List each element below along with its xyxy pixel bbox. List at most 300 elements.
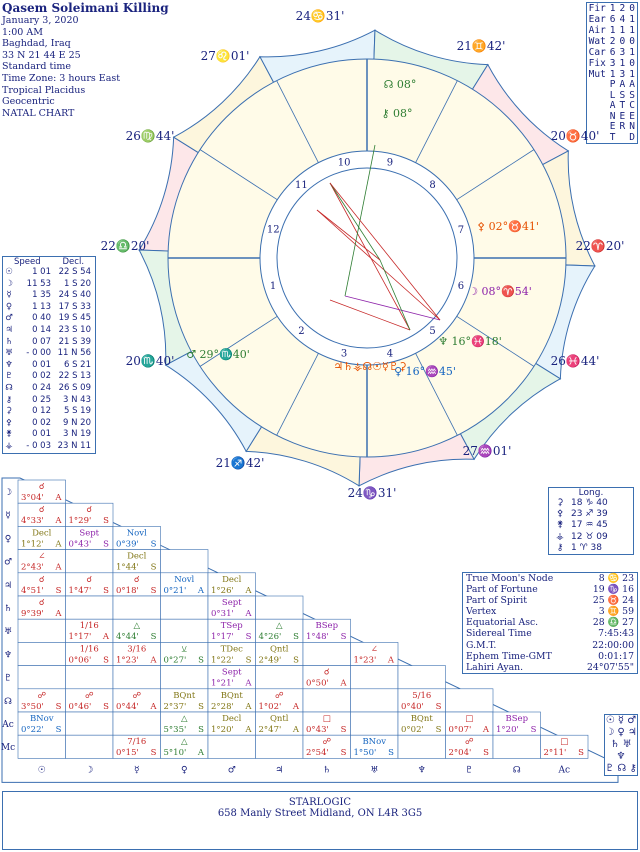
aspect-circle [277, 168, 457, 348]
grid-column-glyph: Ac [558, 765, 571, 776]
planet-glyph: ♄ [5, 336, 13, 347]
chart-info-line: Standard time [2, 61, 71, 73]
point-value: 8 ♋ 23 [598, 573, 634, 584]
planet-position-label: ⚷ 08° [381, 107, 413, 120]
aspect-type: A [55, 539, 62, 550]
chart-info-line: 33 N 21 44 E 25 [2, 49, 81, 61]
grid-row-glyph: ♇ [3, 673, 13, 684]
cusp-degree-label: 24♋31' [295, 9, 345, 23]
planet-declination: 23 N 11 [57, 440, 91, 451]
point-row [463, 595, 637, 606]
aspect-type: A [245, 701, 252, 712]
aspect-orb: 0°06' [68, 655, 92, 666]
aspect-orb: 2°37' [163, 701, 187, 712]
aspect-symbol: 3/16 [127, 644, 147, 655]
planet-declination: 26 S 09 [58, 382, 91, 393]
point-row [463, 617, 637, 628]
point-row [463, 573, 637, 584]
aspect-orb: 0°39' [116, 539, 139, 550]
cusp-degree-label: 24♑31' [347, 486, 397, 500]
grid-row-glyph: ☊ [4, 696, 12, 707]
planet-glyph: ♅ [5, 348, 13, 359]
aspect-orb: 2°47' [258, 725, 282, 735]
grid-row-glyph: ♆ [3, 650, 13, 661]
point-value: 3 ♊ 59 [598, 606, 634, 618]
aspect-orb: 3°50' [21, 701, 44, 712]
column-letter: P [609, 79, 616, 90]
planet-glyph: ⚷ [5, 394, 13, 405]
aspect-symbol: ☍ [132, 690, 142, 701]
column-letter: E [629, 110, 635, 122]
house-number: 11 [295, 180, 308, 192]
aspect-orb: 0°07' [448, 725, 472, 735]
cusp-degree-label: 26♍44' [125, 129, 175, 143]
aspect-symbol: BSep [505, 714, 529, 724]
aspect-type: S [198, 725, 204, 735]
aspect-orb: 4°51' [21, 585, 44, 596]
column-letter: S [619, 89, 626, 101]
grid-column-glyph: ☊ [512, 765, 521, 776]
grid-row-glyph: ♄ [3, 604, 13, 614]
aspect-symbol: ☍ [274, 690, 284, 701]
planet-glyph: ♀ [5, 301, 13, 312]
chart-info-line: NATAL CHART [2, 107, 75, 119]
element-label: Wat [588, 36, 606, 47]
element-count: 2 [619, 3, 626, 14]
cusp-degree-label: 27♌01' [200, 49, 250, 63]
house-number: 8 [429, 180, 436, 192]
aspect-type: S [340, 748, 347, 759]
planet-declination: 21 S 39 [58, 336, 91, 347]
aspect-grid-cell [18, 666, 66, 689]
grid-row-glyph: ☿ [5, 511, 11, 522]
aspect-symbol: 7/16 [127, 737, 147, 748]
asteroid-longitude: 23 ♐ 39 [571, 509, 608, 520]
aspect-type: A [55, 493, 62, 503]
planet-speed: - 0 03 [26, 440, 51, 451]
aspect-orb: 1°12' [21, 539, 44, 550]
aspect-orb: 0°50' [306, 678, 329, 689]
house-number: 5 [429, 325, 436, 337]
aspect-symbol: Sept [79, 528, 100, 539]
aspect-symbol: Sept [221, 667, 242, 678]
aspect-type: A [292, 725, 299, 735]
aspect-orb: 1°50' [353, 748, 377, 759]
element-count: 6 [609, 47, 616, 58]
aspect-symbol: △ [133, 621, 141, 632]
grid-column-glyph: ♀ [180, 765, 188, 776]
aspect-symbol: ☌ [86, 505, 93, 516]
asteroid-glyph: ⚷ [556, 542, 564, 553]
house-number: 10 [337, 157, 351, 169]
element-count: 4 [619, 14, 626, 25]
aspect-type: S [245, 632, 252, 643]
point-value: 25 ♉ 24 [592, 595, 634, 607]
aspect-orb: 0°18' [116, 585, 139, 596]
element-count: 3 [609, 58, 616, 69]
element-count: 1 [629, 69, 635, 80]
aspect-type: A [245, 678, 252, 689]
grid-row-glyph: ♅ [3, 627, 13, 638]
aspect-type: S [55, 585, 62, 596]
aspect-orb: 0°22' [21, 725, 44, 735]
asteroid-longitude: 1 ♈ 38 [571, 542, 602, 553]
cusp-degree-label: 22♎20' [100, 239, 150, 253]
aspect-type: S [198, 655, 204, 666]
point-name: True Moon's Node [466, 573, 554, 584]
aspect-orb: 0°40' [401, 701, 424, 712]
grid-row-glyph: ☽ [3, 488, 13, 498]
aspect-type: S [150, 539, 157, 550]
aspect-grid-cell [161, 619, 209, 642]
point-value: 0:01:17 [598, 650, 634, 662]
cusp-degree-label: 21♊42' [456, 39, 506, 53]
chart-info-line: January 3, 2020 [2, 15, 79, 26]
element-count: 3 [619, 47, 626, 58]
aspect-grid-cell [303, 642, 351, 665]
element-label: Air [588, 25, 606, 36]
point-name: Ephem Time-GMT [466, 650, 552, 662]
aspect-symbol: Sept [221, 598, 242, 608]
point-name: Equatorial Asc. [466, 617, 539, 629]
aspect-orb: 1°20' [496, 725, 519, 735]
longitude-row [549, 520, 633, 531]
longitude-row [549, 543, 633, 554]
aspect-symbol: BQnt [220, 690, 243, 701]
aspect-symbol: Decl [222, 714, 242, 724]
aspect-grid-cell [18, 619, 66, 642]
point-row [463, 651, 637, 662]
aspect-symbol: △ [180, 714, 188, 724]
aspect-orb: 1°17' [211, 632, 234, 643]
aspect-grid-cell [66, 712, 114, 735]
aspect-grid-cell [256, 666, 304, 689]
aspect-symbol: ∠ [38, 551, 46, 562]
point-name: Lahiri Ayan. [466, 661, 524, 673]
column-letter: E [609, 121, 616, 132]
planet-speed: 11 53 [26, 278, 51, 289]
aspect-type: A [482, 725, 489, 735]
point-row [463, 640, 637, 651]
grid-column-glyph: ☽ [85, 765, 94, 776]
speed-header: Speed [13, 257, 41, 267]
aspect-type: S [578, 748, 584, 759]
aspect-orb: 3°04' [21, 493, 44, 503]
aspect-symbol: TSep [220, 621, 243, 632]
aspect-symbol: BNov [362, 737, 387, 748]
chart-info-line: Tropical Placidus [2, 84, 86, 96]
aspect-orb: 4°26' [258, 632, 282, 643]
column-letter: N [629, 121, 635, 132]
longitude-row [549, 532, 633, 543]
planet-glyph: ☉ [5, 267, 13, 277]
aspect-orb: 1°48' [306, 632, 329, 643]
aspect-type: A [197, 748, 204, 759]
aspect-grid-cell [208, 735, 256, 758]
aspect-type: S [103, 655, 109, 666]
aspect-grid-cell [303, 689, 351, 712]
aspect-symbol: ☍ [84, 690, 94, 701]
aspect-type: S [55, 725, 62, 735]
aspect-symbol: BNov [29, 714, 54, 724]
planet-declination: 1 S 20 [63, 278, 91, 289]
aspect-orb: 1°02' [258, 701, 282, 712]
house-number: 1 [269, 280, 277, 292]
planet-declination: 6 S 21 [63, 359, 91, 370]
planet-declination: 3 N 43 [63, 394, 91, 405]
aspect-grid-cell [398, 735, 446, 758]
asteroid-glyph: ⚳ [556, 498, 564, 508]
aspect-type: S [245, 655, 252, 666]
planet-declination: 9 N 20 [63, 417, 91, 428]
grid-row-glyph: ♂ [3, 557, 13, 568]
aspect-symbol: ☌ [38, 574, 45, 585]
aspect-orb: 0°21' [163, 585, 187, 596]
grid-column-glyph: ♄ [322, 765, 331, 776]
longitude-row [549, 498, 633, 509]
legend-glyph-row: ☉ ☿ ♂ [605, 715, 637, 726]
column-letter: L [609, 89, 616, 101]
grid-column-glyph: ♃ [275, 765, 284, 776]
aspect-type: S [55, 701, 62, 712]
aspect-grid-cell [493, 735, 541, 758]
aspect-symbol: ☍ [464, 737, 474, 748]
aspect-type: A [340, 678, 347, 689]
point-value: 22:00:00 [592, 639, 634, 651]
column-letter: T [619, 100, 626, 111]
house-number: 12 [266, 224, 280, 236]
planet-position-label: ♃♄⚶☊☉☿♇⚳ [333, 360, 407, 373]
aspect-type: A [245, 609, 252, 619]
aspect-grid-cell [256, 735, 304, 758]
aspect-grid-cell [113, 712, 161, 735]
aspect-grid-cell [66, 735, 114, 758]
element-count: 0 [619, 36, 626, 47]
grid-column-glyph: ☿ [133, 765, 140, 776]
aspect-symbol: □ [560, 737, 569, 748]
aspect-symbol: ☌ [86, 574, 93, 585]
asteroid-longitude: 17 ♒ 45 [571, 520, 608, 531]
planet-glyph: ⚵ [5, 429, 13, 440]
aspect-orb: 2°04' [448, 748, 472, 759]
aspect-symbol: △ [275, 621, 283, 632]
asteroid-glyph: ⚴ [556, 509, 564, 520]
aspect-symbol: Decl [32, 528, 52, 539]
element-count: 0 [629, 36, 635, 47]
aspect-orb: 1°22' [211, 655, 234, 666]
asteroid-glyph: ⚵ [556, 520, 564, 531]
aspect-symbol: □ [465, 714, 474, 724]
house-number: 6 [457, 280, 465, 292]
aspect-symbol: ☌ [323, 667, 330, 678]
aspect-type: A [55, 609, 62, 619]
asteroid-longitude: 12 ♉ 09 [571, 531, 608, 542]
aspect-symbol: Decl [127, 551, 147, 562]
aspect-type: S [103, 516, 109, 527]
element-count: 0 [629, 58, 635, 69]
aspect-orb: 0°02' [401, 725, 424, 735]
element-label: Fir [588, 3, 606, 14]
cusp-degree-label: 20♏40' [125, 354, 175, 368]
aspect-type: S [150, 632, 157, 643]
chart-info-line: Time Zone: 3 hours East [2, 72, 121, 84]
house-number: 9 [386, 157, 394, 169]
cusp-degree-label: 22♈20' [575, 239, 625, 253]
point-name: Part of Fortune [466, 584, 538, 596]
aspect-symbol: ☍ [322, 737, 332, 748]
aspect-type: S [103, 585, 109, 596]
aspect-orb: 0°15' [116, 748, 139, 759]
column-letter: E [619, 110, 626, 122]
planet-position-label: ☊ 08° [383, 78, 417, 91]
cusp-degree-label: 21♐42' [215, 456, 265, 470]
aspect-orb: 2°54' [306, 748, 329, 759]
column-letter: A [609, 100, 616, 111]
aspect-type: A [55, 562, 62, 573]
planet-glyph: ♆ [5, 359, 13, 370]
aspect-type: S [150, 562, 157, 573]
aspect-type: A [292, 701, 299, 712]
planet-speed: 1 35 [32, 290, 51, 301]
aspect-type: S [293, 655, 299, 666]
aspect-orb: 1°20' [211, 725, 234, 735]
footer-company: STARLOGIC [288, 797, 352, 808]
asteroid-longitude: 18 ♑ 40 [571, 498, 608, 508]
planet-declination: 24 S 40 [58, 290, 91, 301]
point-value: 19 ♑ 16 [592, 584, 634, 596]
aspect-symbol: ⚺ [181, 644, 188, 655]
planet-declination: 22 S 54 [58, 267, 91, 277]
aspect-orb: 2°43' [21, 562, 44, 573]
aspect-symbol: Qntl [269, 644, 289, 655]
aspect-grid-cell [161, 596, 209, 619]
planet-speed: 1 01 [32, 267, 51, 277]
chart-info-line: Baghdad, Iraq [2, 38, 71, 50]
element-count: 1 [609, 25, 616, 36]
aspect-grid-cell [161, 666, 209, 689]
column-letter: D [629, 131, 635, 143]
footer-address: 658 Manly Street Midland, ON L4R 3G5 [217, 808, 423, 819]
aspect-type: A [245, 725, 252, 735]
cusp-degree-label: 26♓44' [550, 354, 600, 368]
element-count: 1 [629, 47, 635, 58]
point-row [463, 628, 637, 639]
aspect-symbol: 1/16 [79, 644, 99, 655]
aspect-symbol: ∠ [370, 644, 378, 655]
point-name: G.M.T. [466, 639, 497, 651]
decl-header: Decl. [62, 257, 85, 267]
point-row [463, 584, 637, 595]
point-value: 28 ♎ 27 [592, 617, 634, 629]
column-letter: C [629, 100, 635, 111]
legend-glyph-row: ♇ ☊ ⚷ [605, 763, 637, 774]
planet-glyph: ♇ [5, 371, 13, 382]
aspect-symbol: BQnt [410, 714, 433, 724]
planet-glyph: ♃ [5, 324, 13, 335]
grid-column-glyph: ♆ [417, 765, 426, 776]
legend-glyph-row: ☽ ♀ ♃ [605, 727, 637, 738]
footer [2, 791, 638, 850]
aspect-orb: 1°26' [211, 585, 234, 596]
planet-declination: 3 N 19 [63, 429, 91, 440]
aspect-grid-cell [446, 689, 494, 712]
planet-speed: 0 25 [32, 394, 51, 405]
element-count: 1 [609, 69, 616, 80]
aspect-orb: 1°44' [116, 562, 139, 573]
aspect-type: S [435, 701, 442, 712]
aspect-type: S [340, 725, 347, 735]
aspect-orb: 0°46' [68, 701, 92, 712]
chart-info-line: 1:00 AM [2, 26, 43, 38]
aspect-type: S [340, 632, 347, 643]
aspect-orb: 2°11' [543, 748, 567, 759]
grid-row-glyph: ♀ [4, 534, 12, 545]
aspect-type: S [150, 585, 157, 596]
grid-row-glyph: ♃ [3, 580, 13, 591]
aspect-symbol: 5/16 [412, 690, 432, 701]
aspect-grid-cell [113, 666, 161, 689]
aspect-orb: 1°47' [68, 585, 92, 596]
planet-declination: 22 S 13 [58, 371, 91, 382]
planet-speed: 0 40 [32, 313, 51, 324]
column-letter: R [619, 121, 626, 132]
cusp-degree-label: 27♒01' [462, 444, 512, 458]
grid-row-glyph: Ac [2, 720, 14, 730]
planet-speed: 0 02 [32, 417, 51, 428]
point-value: 24°07'55" [587, 661, 634, 673]
aspect-type: S [435, 725, 442, 735]
asteroid-glyph: ⚶ [556, 531, 564, 542]
aspect-grid-cell [66, 666, 114, 689]
planet-declination: 5 S 19 [63, 406, 91, 417]
aspect-orb: 9°39' [21, 609, 44, 619]
house-number: 4 [386, 348, 394, 360]
planet-glyph: ⚴ [5, 417, 13, 428]
aspect-type: A [102, 632, 109, 643]
aspect-symbol: BSep [315, 621, 339, 632]
column-letter: N [609, 110, 616, 122]
aspect-orb: 5°10' [163, 748, 187, 759]
chart-points-table [462, 572, 638, 674]
aspect-type: A [387, 655, 394, 666]
chart-title: Qasem Soleimani Killing [2, 1, 169, 15]
aspect-grid-cell [66, 550, 114, 573]
grid-row-glyph: Mc [0, 743, 16, 754]
aspect-type: S [103, 539, 109, 550]
aspect-grid-cell [256, 596, 304, 619]
element-count: 1 [619, 25, 626, 36]
planet-speed: 0 07 [32, 336, 51, 347]
aspect-symbol: Novl [126, 528, 147, 539]
aspect-symbol: Novl [174, 574, 195, 585]
aspect-symbol: ☍ [37, 690, 47, 701]
aspect-type: A [150, 701, 157, 712]
column-letter: A [629, 79, 635, 90]
aspect-orb: 1°23' [353, 655, 377, 666]
planet-position-label: ⚴ 02°♉41' [477, 220, 539, 233]
aspect-symbol: □ [322, 714, 331, 724]
aspect-orb: 0°44' [116, 701, 139, 712]
aspect-type: S [388, 748, 394, 759]
aspect-symbol: ☌ [38, 505, 45, 516]
aspect-orb: 2°49' [258, 655, 282, 666]
aspect-orb: 0°43' [68, 539, 92, 550]
planet-position-label: ☽ 08°♈54' [468, 285, 532, 298]
aspect-type: S [198, 701, 204, 712]
element-count: 6 [609, 14, 616, 25]
aspect-type: S [150, 748, 157, 759]
planet-position-label: ♂ 29°♏40' [186, 348, 250, 361]
